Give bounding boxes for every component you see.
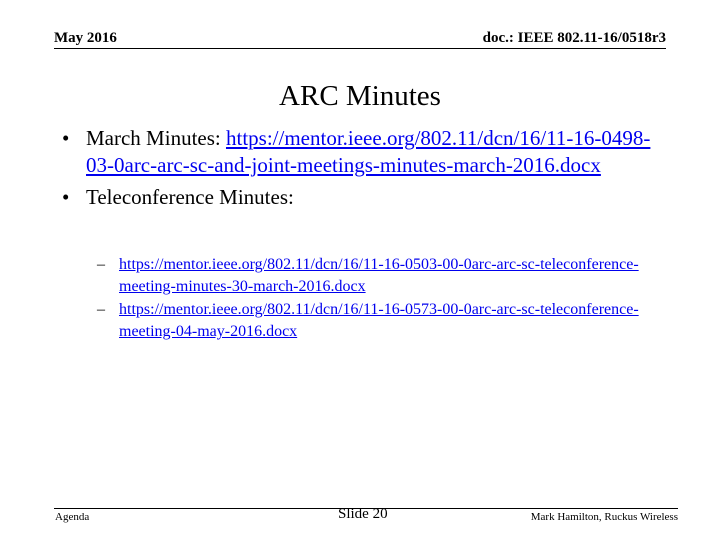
- march-minutes-link[interactable]: https://mentor.ieee.org/802.11/dcn/16/11-16-0498-03-0arc-arc-sc-and-joint-meetings-minutes-march-2016.docx: [86, 126, 651, 177]
- sub-bullet-list: [97, 254, 677, 344]
- main-bullet-list: [62, 125, 672, 216]
- bullet-march-minutes: [62, 125, 672, 179]
- sub-bullet-30-march: [97, 254, 677, 298]
- slide-number: Slide 20: [338, 506, 388, 522]
- sub-bullet-04-may: [97, 299, 677, 343]
- bullet-label: March Minutes:: [86, 126, 226, 150]
- header-date: May 2016: [54, 30, 117, 46]
- bullet-teleconference-minutes: [62, 184, 672, 211]
- dash-marker: –: [97, 256, 105, 273]
- bullet-marker: •: [62, 185, 70, 209]
- footer-author: Mark Hamilton, Ruckus Wireless: [530, 511, 678, 523]
- dash-marker: –: [97, 301, 105, 318]
- bullet-marker: •: [62, 126, 70, 150]
- header-doc-id: doc.: IEEE 802.11-16/0518r3: [482, 30, 666, 46]
- teleconference-30-march-link[interactable]: https://mentor.ieee.org/802.11/dcn/16/11-16-0503-00-0arc-arc-sc-teleconference-meeting-minutes-30-march-2016.docx: [119, 256, 639, 295]
- slide-title: ARC Minutes: [279, 80, 441, 112]
- footer-agenda: Agenda: [55, 511, 90, 523]
- header-rule: [54, 48, 666, 49]
- bullet-label: Teleconference Minutes:: [86, 185, 294, 209]
- teleconference-04-may-link[interactable]: https://mentor.ieee.org/802.11/dcn/16/11-16-0573-00-0arc-arc-sc-teleconference-meeting-04-may-2016.docx: [119, 301, 639, 340]
